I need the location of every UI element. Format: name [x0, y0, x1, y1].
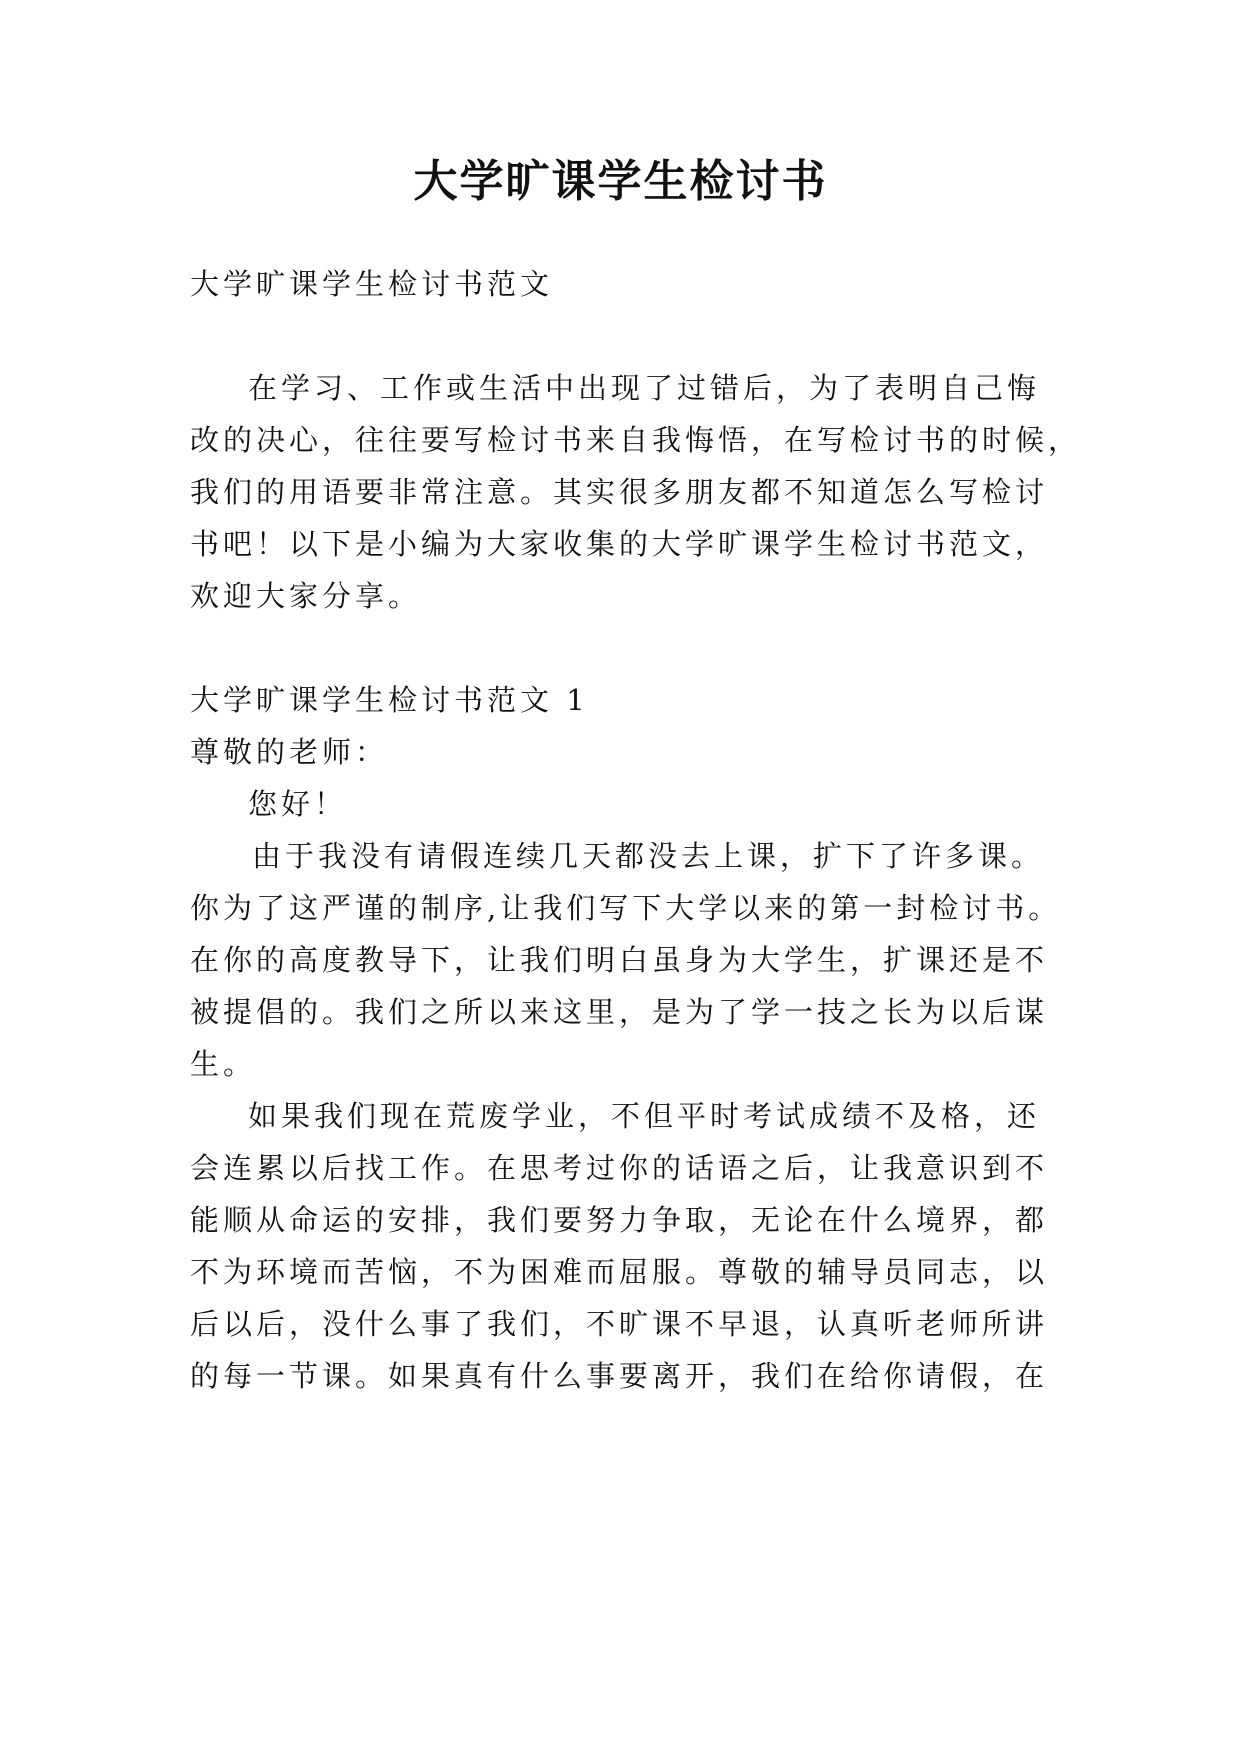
paragraph-line: 如果我们现在荒废学业，不但平时考试成绩不及格，还: [248, 1099, 1041, 1133]
intro-line: 书吧！以下是小编为大家收集的大学旷课学生检讨书范文，: [190, 527, 1049, 561]
paragraph-line: 在你的高度教导下，让我们明白虽身为大学生，扩课还是不: [190, 943, 1049, 977]
section-heading: 大学旷课学生检讨书范文 1: [190, 683, 589, 717]
intro-line: 改的决心，往往要写检讨书来自我悔悟，在写检讨书的时候，: [190, 423, 1082, 457]
greeting: 您好！: [248, 787, 348, 821]
paragraph-line: 后以后，没什么事了我们，不旷课不早退，认真听老师所讲: [190, 1307, 1049, 1341]
intro-line: 欢迎大家分享。: [190, 579, 422, 613]
paragraph-line: 由于我没有请假连续几天都没去上课，扩下了许多课。: [252, 839, 1045, 873]
subtitle: 大学旷课学生检讨书范文: [190, 267, 554, 301]
salutation: 尊敬的老师：: [190, 735, 389, 769]
paragraph-line: 被提倡的。我们之所以来这里，是为了学一技之长为以后谋: [190, 995, 1049, 1029]
intro-line: 在学习、工作或生活中出现了过错后，为了表明自己悔: [248, 371, 1041, 405]
paragraph-line: 会连累以后找工作。在思考过你的话语之后，让我意识到不: [190, 1151, 1049, 1185]
paragraph-line: 你为了这严谨的制序,让我们写下大学以来的第一封检讨书。: [190, 891, 1062, 925]
paragraph-line: 生。: [190, 1047, 257, 1081]
paragraph-line: 不为环境而苦恼，不为困难而屈服。尊敬的辅导员同志，以: [190, 1255, 1049, 1289]
intro-line: 我们的用语要非常注意。其实很多朋友都不知道怎么写检讨: [190, 475, 1049, 509]
paragraph-line: 的每一节课。如果真有什么事要离开，我们在给你请假，在: [190, 1359, 1049, 1393]
document-title: 大学旷课学生检讨书: [413, 156, 828, 207]
paragraph-line: 能顺从命运的安排，我们要努力争取，无论在什么境界，都: [190, 1203, 1049, 1237]
